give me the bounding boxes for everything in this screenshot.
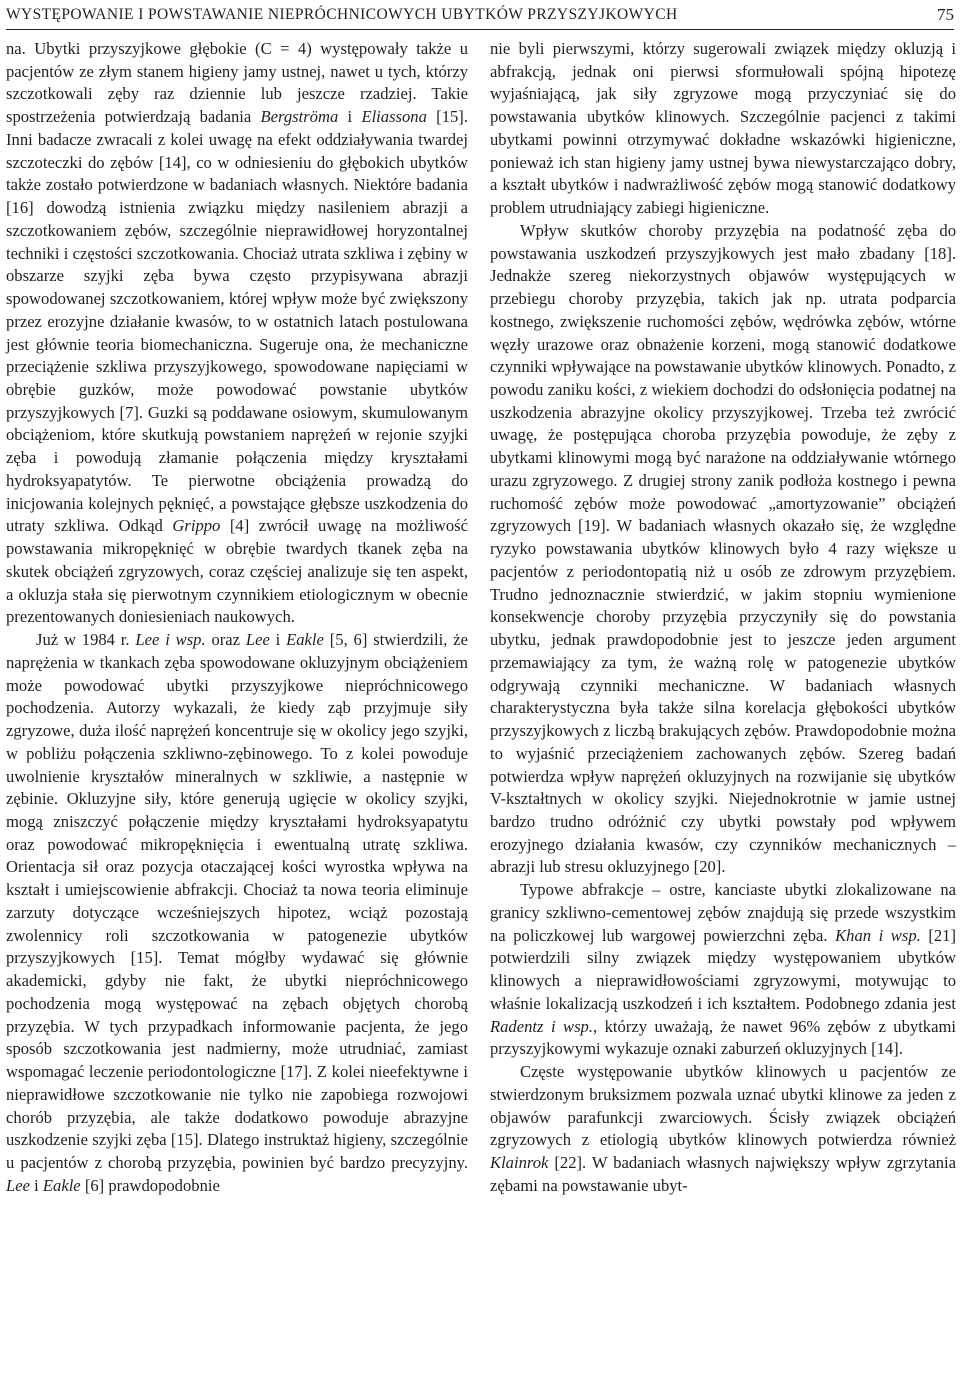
author-name: Khan i wsp. bbox=[835, 925, 921, 945]
header-rule bbox=[6, 29, 954, 30]
left-column bbox=[6, 38, 468, 1197]
author-name: Eakle bbox=[286, 630, 324, 650]
author-name: Lee bbox=[245, 630, 270, 650]
page-number: 75 bbox=[937, 5, 954, 24]
running-title: WYSTĘPOWANIE I POWSTAWANIE NIEPRÓCHNICOWYCH UBYTKÓW PRZYSZYJKOWYCH bbox=[6, 6, 678, 23]
author-name: Lee bbox=[6, 1175, 30, 1195]
author-name: Bergströma bbox=[260, 107, 339, 127]
author-name: Eakle bbox=[42, 1175, 81, 1195]
right-column bbox=[490, 38, 956, 1197]
running-header bbox=[6, 4, 954, 30]
author-name: Grippo bbox=[172, 516, 221, 536]
author-name: Klainrok bbox=[490, 1152, 549, 1172]
author-name: Eliassona bbox=[361, 107, 427, 127]
author-name: Radentz i wsp. bbox=[490, 1016, 593, 1036]
author-name: Lee i wsp. bbox=[135, 630, 206, 650]
paragraph: Wpływ skutków choroby przyzębia na podatność zęba do powstawania uszkodzeń przyszyjkowych jest mało zbadany [18]. Jednakże szereg niekorzystnych objawów występujących w przebiegu choroby przyzębia, takich jak np. utrata podparcia kostnego, zwiększenie ruchomości zębów, wędrówka zębów, wtórne węzły urazowe oraz obnażenie korzeni, mogą stanowić dodatkowe czynniki wpływające na powstawanie ubytków klinowych. Ponadto, z powodu zaniku kości, z wiekiem dochodzi do odsłonięcia podatnej na uszkodzenia abrazyjne okolicy przyszyjkowej. Trzeba też zwrócić uwagę, że postępująca choroba przyzębia powoduje, że zęby z ubytkami klinowymi mogą być narażone na oddziaływanie wtórnego urazu zgryzowego. Z drugiej strony zanik podłoża kostnego i pewna ruchomość zębów może powodować „amortyzowanie” obciążeń zgryzowych [19]. W badaniach własnych okazało się, że względne ryzyko powstawania ubytków klinowych było 4 razy większe u pacjentów z periodontopatią niż u osób ze zdrowym przyzębiem. Trudno jednoznacznie stwierdzić, w jakim stopniu wymienione konsekwencje choroby przyzębia przyczyniły się do powstania ubytku, jednak prawdopodobnie jest to jeszcze jeden argument przemawiający za tym, że ważną rolę w patogenezie ubytków odgrywają czynniki mechaniczne. W badaniach własnych charakterystyczna była także silna korelacja głębokości ubytków przyszyjkowych z liczbą brakujących zębów. Prawdopodobnie można to wyjaśnić przeciążeniem zachowanych zębów. Szereg badań potwierdza wpływ naprężeń okluzyjnych na rozwijanie się ubytków V-kształtnych w okolicy szyjki. Niejednokrotnie w jamie ustnej bardzo trudno odróżnić czy ubytki powstały pod wpływem erozyjnego działania kwasów, czy czynników mechanicznych – abrazji lub stresu okluzyjnego [20]. bbox=[490, 220, 956, 877]
paragraph: Częste występowanie ubytków klinowych u pacjentów ze stwierdzonym bruksizmem pozwala uznać ubytki klinowe za jeden z objawów parafunkcji zwarciowych. Ścisły związek obciążeń zgryzowych z etiologią ubytków klinowych potwierdza również Klainrok [22]. W badaniach własnych największy wpływ zgrzytania zębami na powstawanie ubyt- bbox=[490, 1062, 956, 1195]
paragraph: na. Ubytki przyszyjkowe głębokie (C = 4) występowały także u pacjentów ze złym stanem higieny jamy ustnej, nawet u tych, którzy szczotkowali zęby raz dziennie lub jeszcze rzadziej. Takie spostrzeżenia potwierdzają badania Bergströma i Eliassona [15]. Inni badacze zwracali z kolei uwagę na efekt oddziaływania twardej szczoteczki do zębów [14], co w odniesieniu do głębokich ubytków także zostało potwierdzone w badaniach własnych. Niektóre badania [16] dowodzą istnienia związku między nasileniem abrazji a szczotkowaniem zębów, szczególnie nieprawidłowej horyzontalnej techniki i częstości szczotkowania. Chociaż utrata szkliwa i zębiny w obszarze szyjki zęba bywa często przypisywana abrazji spowodowanej szczotkowaniem, której wpływ może być zwiększony przez erozyjne działanie kwasów, to w ostatnich latach postulowana jest głównie teoria biomechaniczna. Sugeruje ona, że mechaniczne przeciążenie szkliwa przyszyjkowego, spowodowane napięciami w obrębie guzków, może powodować powstanie ubytków przyszyjkowych [7]. Guzki są poddawane osiowym, skumulowanym obciążeniom, które skutkują powstaniem naprężeń w rejonie szyjki zęba i powodują złamanie połączenia między kryształami hydroksyapatytów. Te pierwotne obciążenia prowadzą do inicjowania kolejnych pęknięć, a powstające głębsze uszkodzenia do utraty szkliwa. Odkąd Grippo [4] zwrócił uwagę na możliwość powstawania mikropęknięć w obrębie twardych tkanek zęba na skutek obciążeń zgryzowych, coraz częściej analizuje się ten aspekt, a okluzja stała się pierwotnym czynnikiem etiologicznym w obecnie prezentowanych doniesieniach naukowych. bbox=[6, 39, 468, 627]
paragraph: Typowe abfrakcje – ostre, kanciaste ubytki zlokalizowane na granicy szkliwno-cementowej zębów znajdują się przede wszystkim na policzkowej lub wargowej powierzchni zęba. Khan i wsp. [21] potwierdzili silny związek między występowaniem ubytków klinowych a nieprawidłowościami zgryzowymi, motywując to właśnie lokalizacją uszkodzeń i ich kształtem. Podobnego zdania jest Radentz i wsp., którzy uważają, że nawet 96% zębów z ubytkami przyszyjkowymi wykazuje oznaki zaburzeń okluzyjnych [14]. bbox=[490, 880, 956, 1059]
paragraph: Już w 1984 r. Lee i wsp. oraz Lee i Eakle [5, 6] stwierdzili, że naprężenia w tkankach zęba spowodowane okluzyjnym obciążeniem może powodować ubytki przyszyjkowe niepróchnicowego pochodzenia. Autorzy wykazali, że kiedy ząb przyjmuje siły zgryzowe, duża ilość naprężeń koncentruje się w okolicy jego szyjki, w pobliżu połączenia szkliwno-zębinowego. To z kolei powoduje uwolnienie kryształów mineralnych w szkliwie, a następnie w zębinie. Okluzyjne siły, które generują ugięcie w okolicy szyjki, mogą zniszczyć połączenie między kryształami hydroksyapatytu oraz powodować mikropęknięcia i ewentualną utratę szkliwa. Orientacja sił oraz pozycja otaczającej kości wyrostka wpływa na kształt i umiejscowienie abfrakcji. Chociaż ta nowa teoria eliminuje zarzuty dotyczące wcześniejszych hipotez, wciąż pozostają zwolennicy roli szczotkowania w patogenezie ubytków przyszyjkowych [15]. Temat mógłby wydawać się głównie akademicki, gdyby nie fakt, że ubytki niepróchnicowego pochodzenia mogą występować na zębach objętych chorobą przyzębia. W tych przypadkach informowanie pacjenta, że jego sposób szczotkowania jest nadmierny, może utrudniać, zamiast wspomagać leczenie periodontologiczne [17]. Z kolei nieefektywne i nieprawidłowe szczotkowanie nie tylko nie zapobiega rozwojowi chorób przyzębia, ale także dodatkowo powoduje abrazyjne uszkodzenie szyjki zęba [15]. Dlatego instruktaż higieny, szczególnie u pacjentów z chorobą przyzębia, powinien być bardzo precyzyjny. Lee i Eakle [6] prawdopodobnie bbox=[6, 630, 468, 1195]
paragraph: nie byli pierwszymi, którzy sugerowali związek między okluzją i abfrakcją, jednak oni pierwsi sformułowali spójną hipotezę wyjaśniającą, jak siły zgryzowe mogą przyczyniać się do powstawania ubytków klinowych. Szczególnie pacjenci z takimi ubytkami powinni otrzymywać dokładne wskazówki higieniczne, ponieważ ich stan higieny jamy ustnej bywa niewystarczająco dobry, a kształt ubytków i nadwrażliwość zębów mogą stanowić dodatkowy problem utrudniający zabiegi higieniczne. bbox=[490, 39, 956, 218]
